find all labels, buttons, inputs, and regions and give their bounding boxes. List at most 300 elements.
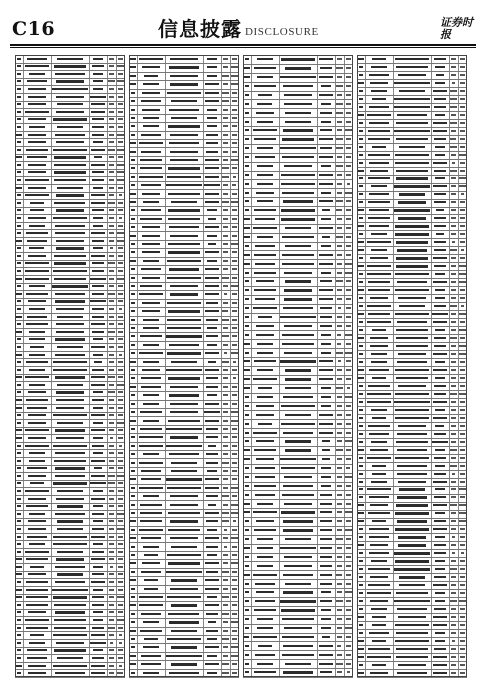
table-cell-text (452, 473, 456, 475)
table-cell-text (93, 611, 102, 613)
table-cell-text (207, 260, 216, 262)
table-cell-text (56, 80, 83, 82)
table-cell-text (372, 465, 387, 467)
table-cell-text (434, 473, 446, 475)
table-cell-text (451, 225, 456, 227)
table-cell-text (358, 648, 364, 650)
table-cell-text (53, 634, 86, 636)
table-cell-text (245, 280, 249, 282)
table-cell-text (459, 313, 465, 315)
table-cell-text (359, 361, 364, 363)
table-cell-text (398, 425, 426, 427)
table-cell-text (257, 352, 273, 354)
table-cell-text (55, 429, 85, 431)
table-cell-text (396, 656, 429, 658)
table-cell-text (245, 654, 249, 656)
table-cell-text (359, 154, 364, 156)
table-cell-text (131, 209, 135, 211)
table-cell-text (257, 58, 274, 60)
table-cell-text (117, 149, 123, 151)
table-cell-text (205, 100, 219, 102)
table-cell-text (367, 114, 391, 116)
table-cell-text (435, 377, 446, 379)
table-cell-text (117, 240, 123, 242)
table-cell-text (396, 632, 428, 634)
table-cell-text (118, 573, 123, 575)
table-cell-text (118, 482, 124, 484)
table-cell-text (93, 58, 103, 60)
table-cell-text (231, 201, 237, 203)
table-cell-text (359, 488, 364, 490)
table-cell-text (346, 369, 350, 371)
table-cell-text (232, 596, 238, 598)
table-cell-text (255, 654, 276, 656)
table-cell-text (358, 114, 364, 116)
table-cell-text (451, 401, 455, 403)
table-cell-text (451, 217, 456, 219)
table-cell-text (119, 665, 123, 667)
table-cell-text (337, 369, 343, 371)
table-cell-text (450, 568, 456, 570)
table-cell-text (460, 225, 464, 227)
table-cell-text (231, 285, 238, 287)
table-cell-text (245, 432, 249, 434)
table-cell-text (432, 441, 447, 443)
table-cell-text (245, 183, 249, 185)
table-cell-text (369, 193, 390, 195)
table-cell-text (56, 391, 85, 393)
table-cell-text (368, 138, 390, 140)
table-cell-text (25, 278, 49, 280)
table-cell-text (346, 574, 351, 576)
table-cell-text (451, 433, 456, 435)
table-cell-text (140, 167, 161, 169)
table-cell-text (396, 177, 427, 179)
table-cell-text (370, 337, 389, 339)
table-cell-text (346, 227, 352, 229)
table-cell-text (346, 663, 352, 665)
masthead-rule-thin (10, 47, 476, 48)
table-cell-text (359, 130, 363, 132)
table-cell-text (232, 310, 238, 312)
table-cell-text (27, 80, 46, 82)
table-cell-text (93, 543, 103, 545)
table-cell-text (17, 217, 21, 219)
table-cell-text (450, 449, 456, 451)
table-cell-text (451, 74, 457, 76)
table-cell-text (433, 616, 446, 618)
table-cell-text (108, 80, 114, 82)
table-cell-text (337, 556, 342, 558)
table-cell-text (257, 76, 273, 78)
table-cell-text (256, 112, 274, 114)
table-cell-text (205, 352, 220, 354)
table-cell-text (54, 156, 85, 158)
table-cell-text (118, 225, 123, 227)
table-cell-text (337, 245, 341, 247)
table-cell-text (131, 369, 135, 371)
table-cell-text (17, 490, 22, 492)
table-cell-text (345, 192, 351, 194)
table-cell-text (222, 596, 228, 598)
table-cell-text (92, 657, 104, 659)
table-cell-text (321, 387, 331, 389)
table-cell-text (460, 449, 466, 451)
table-row (15, 669, 125, 678)
table-cell-text (55, 73, 86, 75)
table-cell-text (141, 537, 162, 539)
table-cell-text (452, 536, 456, 538)
table-cell-text (359, 66, 363, 68)
table-cell-text (399, 193, 425, 195)
table-cell-text (346, 325, 352, 327)
table-cell-text (337, 627, 341, 629)
table-cell-text (254, 671, 277, 673)
masthead (10, 17, 476, 43)
table-cell-text (17, 209, 21, 211)
table-cell-text (369, 122, 389, 124)
table-cell-text (17, 642, 20, 644)
table-cell-text (17, 338, 21, 340)
table-cell-text (109, 429, 114, 431)
table-cell-text (245, 494, 249, 496)
table-cell-text (224, 293, 228, 295)
table-cell-text (321, 334, 330, 336)
table-cell-text (169, 621, 199, 623)
table-cell-text (255, 218, 275, 220)
table-cell-text (245, 334, 249, 336)
table-cell-text (435, 273, 446, 275)
table-column (243, 55, 353, 677)
table-cell-text (17, 126, 21, 128)
table-cell-text (320, 147, 332, 149)
table-cell-text (450, 90, 457, 92)
table-cell-text (337, 298, 341, 300)
table-cell-text (168, 512, 199, 514)
table-cell-text (369, 162, 388, 164)
table-cell-text (231, 537, 237, 539)
table-cell-text (223, 327, 229, 329)
table-cell-text (169, 672, 200, 674)
table-cell-text (253, 227, 277, 229)
table-cell-text (461, 552, 465, 554)
table-cell-text (450, 98, 456, 100)
table-cell-text (346, 378, 350, 380)
table-cell-text (53, 665, 88, 667)
table-cell-text (346, 458, 351, 460)
table-cell-text (451, 624, 456, 626)
table-cell-text (245, 245, 248, 247)
table-cell-text (245, 423, 249, 425)
table-cell-text (358, 640, 363, 642)
table-cell-text (30, 202, 45, 204)
table-cell-text (368, 584, 390, 586)
table-cell-text (435, 600, 445, 602)
table-cell-text (119, 354, 123, 356)
table-cell-text (118, 338, 123, 340)
table-cell-text (320, 307, 331, 309)
table-cell-text (143, 201, 159, 203)
table-cell-text (435, 488, 446, 490)
table-cell-text (280, 360, 315, 362)
table-cell-text (460, 608, 464, 610)
table-cell-text (282, 494, 314, 496)
table-cell-text (109, 65, 114, 67)
table-cell-text (258, 94, 272, 96)
table-cell-text (17, 475, 21, 477)
table-cell-text (435, 154, 445, 156)
table-cell-text (367, 393, 390, 395)
table-cell-text (205, 403, 220, 405)
table-cell-text (17, 202, 20, 204)
table-cell-text (245, 645, 250, 647)
table-cell-text (93, 566, 104, 568)
table-cell-text (450, 305, 456, 307)
table-cell-text (337, 174, 342, 176)
table-cell-text (359, 90, 363, 92)
table-cell-text (282, 192, 313, 194)
table-cell-text (255, 156, 275, 158)
table-cell-text (232, 588, 238, 590)
table-cell-text (322, 458, 331, 460)
table-cell-text (17, 232, 20, 234)
table-cell-text (27, 657, 46, 659)
table-cell-text (223, 554, 229, 556)
table-cell-text (232, 218, 238, 220)
table-cell-text (337, 218, 342, 220)
table-cell-text (284, 352, 311, 354)
table-cell-text (222, 663, 228, 665)
table-cell-text (245, 663, 250, 665)
table-cell-text (346, 209, 351, 211)
table-cell-text (167, 92, 201, 94)
table-cell-text (93, 520, 103, 522)
table-cell-text (396, 257, 429, 259)
table-cell-text (359, 600, 363, 602)
table-cell-text (52, 285, 88, 287)
table-cell-text (139, 445, 163, 447)
table-cell-text (398, 385, 425, 387)
table-cell-text (369, 632, 390, 634)
table-cell-text (460, 74, 465, 76)
table-cell-text (345, 334, 351, 336)
table-cell-text (25, 376, 49, 378)
table-cell-text (358, 241, 363, 243)
table-cell-text (254, 209, 276, 211)
table-cell-text (371, 249, 388, 251)
table-cell-text (372, 640, 387, 642)
table-cell-text (231, 621, 237, 623)
table-cell-text (169, 453, 199, 455)
table-cell-text (346, 547, 351, 549)
table-cell-text (358, 656, 363, 658)
table-cell-text (359, 425, 363, 427)
table-cell-text (359, 624, 363, 626)
table-cell-text (346, 112, 351, 114)
table-cell-text (451, 409, 456, 411)
table-cell-text (257, 565, 274, 567)
table-cell-text (131, 428, 136, 430)
table-cell-text (224, 546, 228, 548)
table-cell-text (450, 249, 456, 251)
table-cell-text (319, 663, 332, 665)
table-cell-text (244, 236, 249, 238)
table-cell-text (92, 331, 103, 333)
table-cell-text (223, 655, 228, 657)
table-cell-text (257, 147, 274, 149)
table-cell-text (17, 80, 22, 82)
table-cell-text (460, 90, 465, 92)
table-cell-text (396, 648, 429, 650)
table-cell-text (395, 313, 428, 315)
table-cell-text (359, 584, 363, 586)
table-cell-text (372, 98, 387, 100)
table-cell-text (205, 201, 219, 203)
table-cell-text (337, 76, 342, 78)
table-cell-text (320, 503, 332, 505)
table-cell-text (460, 648, 465, 650)
table-cell-text (131, 445, 136, 447)
table-cell-text (359, 465, 363, 467)
table-cell-text (280, 76, 315, 78)
table-cell-text (336, 663, 342, 665)
table-cell-text (207, 75, 218, 77)
table-cell-text (109, 649, 114, 651)
table-cell-text (206, 630, 218, 632)
table-cell-text (460, 385, 465, 387)
table-cell-text (109, 88, 114, 90)
table-cell-text (231, 243, 237, 245)
table-cell-text (319, 645, 333, 647)
table-cell-text (223, 630, 227, 632)
table-cell-text (25, 445, 49, 447)
table-cell-text (109, 111, 114, 113)
table-cell-text (433, 122, 447, 124)
table-cell-text (367, 241, 390, 243)
table-cell-text (109, 452, 114, 454)
table-cell-text (92, 293, 104, 295)
table-cell-text (460, 138, 466, 140)
table-cell-text (232, 151, 236, 153)
table-cell-text (394, 552, 429, 554)
table-cell-text (92, 179, 104, 181)
table-cell-text (451, 544, 455, 546)
table-cell-text (460, 656, 464, 658)
table-cell-text (109, 118, 113, 120)
table-cell-text (110, 437, 114, 439)
table-cell-text (28, 391, 46, 393)
table-cell-text (17, 460, 22, 462)
table-cell-text (436, 233, 445, 235)
table-cell-text (245, 58, 250, 60)
table-cell-text (460, 425, 464, 427)
table-cell-text (282, 138, 315, 140)
table-cell-text (118, 96, 123, 98)
table-cell-text (92, 604, 105, 606)
table-cell-text (285, 538, 311, 540)
table-cell-text (451, 353, 456, 355)
table-cell-text (337, 272, 343, 274)
table-cell-text (109, 596, 114, 598)
table-cell-text (109, 520, 113, 522)
table-cell-text (231, 352, 237, 354)
table-cell-text (205, 83, 218, 85)
table-cell-text (92, 134, 104, 136)
table-cell-text (359, 273, 363, 275)
table-cell-text (282, 236, 315, 238)
table-cell-text (109, 164, 114, 166)
table-cell-text (55, 475, 85, 477)
table-cell-text (17, 73, 22, 75)
table-cell-text (397, 281, 427, 283)
table-cell-text (359, 409, 362, 411)
table-cell-text (90, 482, 105, 484)
table-cell-text (109, 407, 114, 409)
table-cell-text (336, 209, 342, 211)
table-cell-text (205, 226, 220, 228)
table-cell-text (109, 611, 114, 613)
table-cell-text (451, 313, 456, 315)
table-cell-text (451, 361, 455, 363)
table-cell-text (451, 417, 457, 419)
table-cell-text (319, 254, 333, 256)
table-cell-text (56, 399, 84, 401)
table-cell-text (394, 185, 429, 187)
table-cell-text (17, 414, 21, 416)
table-cell-text (283, 529, 312, 531)
table-cell-text (359, 297, 363, 299)
table-cell-text (434, 193, 446, 195)
table-cell-text (232, 394, 236, 396)
table-cell-text (337, 263, 343, 265)
table-cell-text (372, 473, 387, 475)
table-cell-text (359, 106, 363, 108)
table-cell-text (131, 487, 135, 489)
table-cell-text (140, 335, 162, 337)
table-cell-text (321, 627, 331, 629)
table-cell-text (245, 85, 249, 87)
table-cell-text (283, 85, 314, 87)
table-cell-text (131, 293, 136, 295)
table-cell-text (91, 558, 104, 560)
table-cell-text (397, 249, 427, 251)
table-cell-text (207, 638, 217, 640)
table-cell-text (118, 505, 123, 507)
table-cell-text (394, 130, 429, 132)
table-cell-text (16, 187, 21, 189)
table-cell-text (346, 609, 351, 611)
table-cell-text (460, 130, 465, 132)
table-cell-text (396, 441, 428, 443)
table-cell-text (398, 297, 426, 299)
table-cell-text (131, 335, 135, 337)
table-cell-text (397, 321, 428, 323)
table-cell-text (435, 536, 446, 538)
table-cell-text (337, 423, 343, 425)
table-cell-text (434, 241, 446, 243)
table-cell-text (94, 156, 103, 158)
table-cell-text (459, 185, 465, 187)
table-cell-text (118, 536, 124, 538)
table-cell-text (337, 414, 343, 416)
table-cell-text (143, 394, 160, 396)
table-cell-text (130, 478, 135, 480)
table-cell-text (109, 308, 114, 310)
table-cell-text (346, 94, 352, 96)
table-cell-text (285, 227, 311, 229)
table-cell-text (451, 528, 456, 530)
table-cell-text (345, 129, 351, 131)
